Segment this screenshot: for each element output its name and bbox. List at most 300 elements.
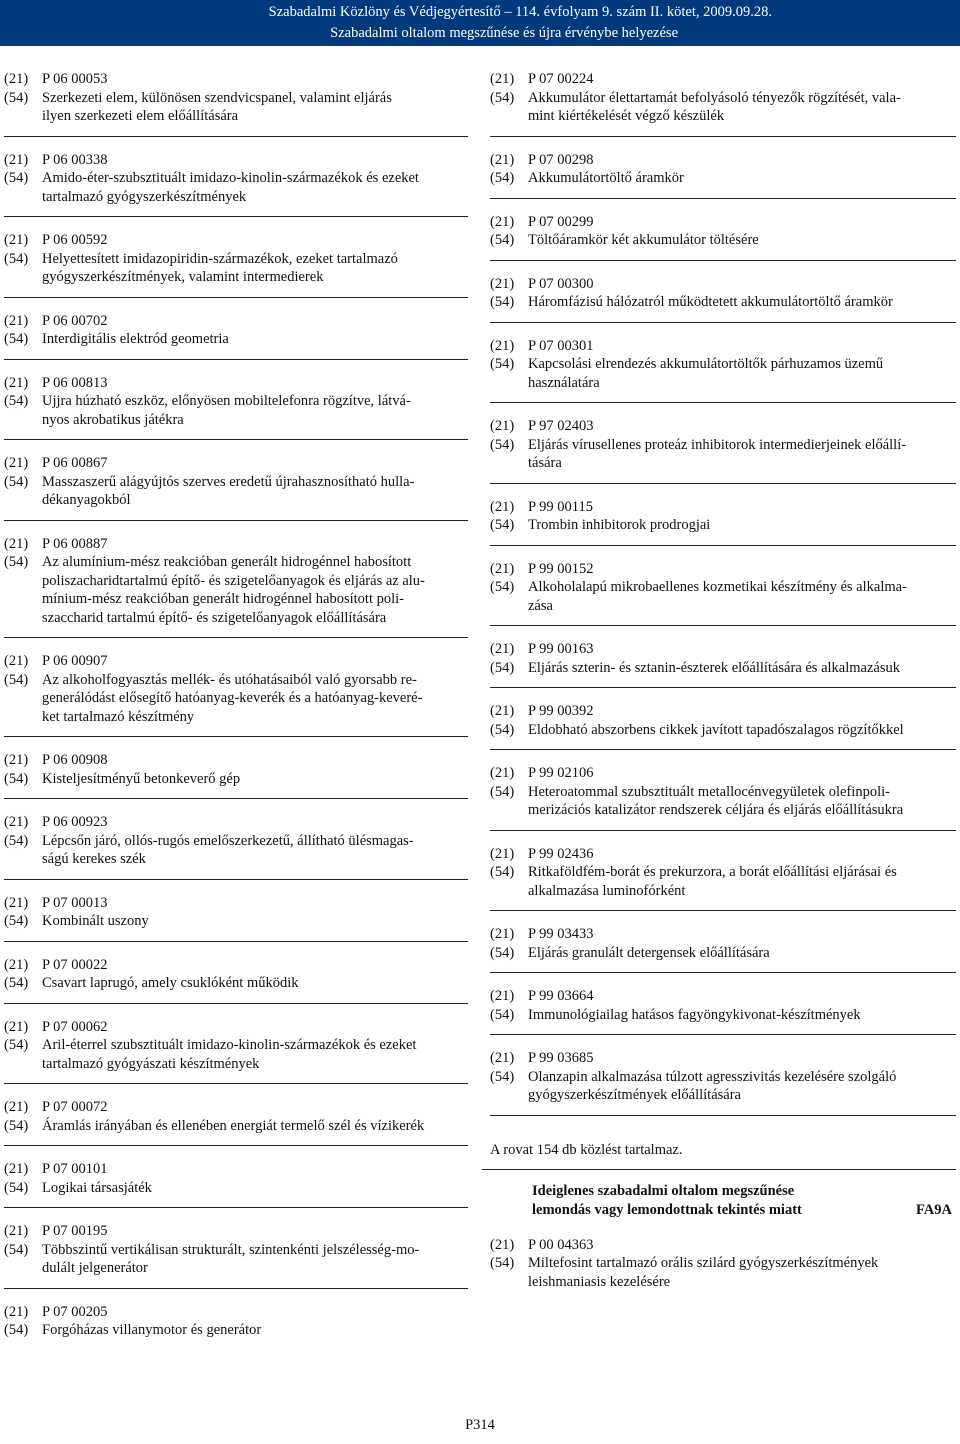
application-number: P 97 02403	[528, 418, 594, 434]
patent-entry	[4, 652, 468, 726]
entry-title-line	[4, 89, 468, 108]
application-number: P 07 00298	[528, 151, 594, 168]
patent-entry	[4, 1222, 468, 1278]
entry-id-line	[490, 337, 956, 356]
inid-code-21: (21)	[490, 988, 515, 1004]
entry-title-line	[490, 89, 956, 108]
inid-code-54: (54)	[4, 89, 29, 106]
inid-code-21: (21)	[4, 232, 29, 248]
invention-title: Háromfázisú hálózatról működtetett akkumulátortöltő áramkör	[528, 294, 893, 310]
entry-title-line	[4, 268, 468, 287]
invention-title: Kisteljesítményű betonkeverő gép	[42, 770, 241, 787]
invention-title: leishmaniasis kezelésére	[528, 1273, 671, 1290]
inid-code-54: (54)	[4, 554, 29, 570]
indent	[490, 107, 528, 126]
inid-code-21: (21)	[4, 374, 29, 391]
entry-id-line	[490, 498, 956, 517]
patent-entry	[4, 231, 468, 287]
entry-id-line	[490, 987, 956, 1006]
indent	[490, 597, 528, 616]
divider	[4, 216, 468, 217]
invention-title: Akkumulátor élettartamát befolyásoló tényezők rögzítését, vala-	[528, 89, 901, 106]
invention-title: merizációs katalizátor rendszerek céljára és eljárás előállításukra	[528, 802, 904, 818]
inid-code-54: (54)	[4, 331, 29, 347]
entry-title-line	[490, 659, 956, 678]
patent-entry	[490, 151, 956, 188]
entry-title-line	[490, 107, 956, 126]
subsection-title-line1: Ideiglenes szabadalmi oltalom megszűnése	[532, 1182, 795, 1199]
patent-entry	[4, 956, 468, 993]
entry-id-line	[490, 70, 956, 89]
inid-code-21: (21)	[490, 151, 515, 168]
entry-title-line	[4, 590, 468, 609]
divider	[4, 736, 468, 737]
entry-title-line	[4, 250, 468, 269]
invention-title: Eldobható abszorbens cikkek javított tapadószalagos rögzítőkkel	[528, 721, 904, 738]
invention-title: generálódást elősegítő hatóanyag-keverék és a hatóanyag-keveré-	[42, 690, 423, 706]
divider	[4, 297, 468, 298]
patent-entry	[4, 70, 468, 126]
divider	[4, 637, 468, 638]
patent-entry	[4, 535, 468, 628]
inid-code-54: (54)	[490, 944, 515, 961]
entry-title-line	[490, 516, 956, 535]
entry-title-line	[4, 473, 468, 492]
patent-entry	[490, 337, 956, 393]
indent	[490, 1273, 528, 1292]
inid-code-21: (21)	[4, 653, 29, 669]
patent-entry	[4, 1098, 468, 1135]
invention-title: dékanyagokból	[42, 492, 131, 508]
application-number: P 07 00022	[42, 956, 108, 973]
inid-code-54: (54)	[490, 1006, 515, 1023]
divider	[490, 545, 956, 546]
divider	[4, 359, 468, 360]
divider	[4, 798, 468, 799]
entry-title-line	[4, 689, 468, 708]
patent-entry	[490, 845, 956, 901]
inid-code-21: (21)	[4, 956, 29, 973]
right-column	[490, 70, 956, 1291]
patent-entry	[4, 454, 468, 510]
entry-title-line	[4, 1055, 468, 1074]
inid-code-54: (54)	[4, 250, 29, 267]
invention-title: Olanzapin alkalmazása túlzott agresszivitás kezelésére szolgáló	[528, 1068, 897, 1085]
invention-title: zása	[528, 597, 553, 614]
entry-id-line	[4, 894, 468, 913]
indent	[4, 1259, 42, 1278]
inid-code-54: (54)	[4, 393, 29, 409]
patent-entry	[4, 151, 468, 207]
indent	[4, 572, 42, 591]
inid-code-54: (54)	[4, 832, 29, 849]
invention-title: Töltőáramkör két akkumulátor töltésére	[528, 232, 759, 248]
inid-code-54: (54)	[490, 579, 515, 595]
entry-title-line	[490, 1086, 956, 1105]
divider	[490, 972, 956, 973]
entry-title-line	[4, 1179, 468, 1198]
invention-title: gyógyszerkészítmények előállítására	[528, 1087, 741, 1103]
divider	[490, 1115, 956, 1116]
patent-entry	[490, 925, 956, 962]
entry-title-line	[490, 454, 956, 473]
application-number: P 06 00592	[42, 232, 108, 248]
inid-code-21: (21)	[490, 337, 515, 354]
divider	[4, 941, 468, 942]
invention-title: Aril-éterrel szubsztituált imidazo-kinolin-származékok és ezeket	[42, 1037, 417, 1053]
entry-id-line	[4, 813, 468, 832]
invention-title: szaccharid tartalmú építő- és szigetelőanyagok előállítására	[42, 609, 387, 626]
left-column	[4, 70, 468, 1340]
inid-code-54: (54)	[4, 671, 29, 688]
invention-title: Alkoholalapú mikrobaellenes kozmetikai készítmény és alkalma-	[528, 579, 907, 595]
entry-title-line	[4, 609, 468, 628]
indent	[4, 689, 42, 708]
application-number: P 99 03433	[528, 926, 594, 942]
entry-id-line	[490, 764, 956, 783]
inid-code-54: (54)	[4, 975, 29, 991]
application-number: P 00 04363	[528, 1236, 594, 1253]
application-number: P 07 00224	[528, 71, 594, 87]
inid-code-21: (21)	[4, 1223, 29, 1239]
inid-code-21: (21)	[4, 814, 29, 830]
indent	[4, 411, 42, 430]
invention-title: Masszaszerű alágyújtós szerves eredetű újrahasznosítható hulla-	[42, 473, 415, 490]
entry-title-line	[4, 572, 468, 591]
application-number: P 99 03685	[528, 1050, 594, 1066]
entry-title-line	[4, 330, 468, 349]
entry-id-line	[4, 1018, 468, 1037]
subsection-heading	[532, 1182, 956, 1220]
application-number: P 06 00338	[42, 151, 108, 168]
indent	[4, 188, 42, 207]
application-number: P 07 00101	[42, 1161, 108, 1177]
inid-code-21: (21)	[490, 498, 515, 515]
divider	[4, 1003, 468, 1004]
divider	[490, 260, 956, 261]
patent-entry	[4, 1160, 468, 1197]
entry-title-line	[490, 882, 956, 901]
invention-title: Eljárás granulált detergensek előállítására	[528, 944, 770, 961]
count-note: A rovat 154 db közlést tartalmaz.	[490, 1141, 683, 1158]
inid-code-21: (21)	[490, 71, 515, 87]
indent	[4, 708, 42, 727]
invention-title: Kapcsolási elrendezés akkumulátortöltők párhuzamos üzemű	[528, 356, 884, 372]
application-number: P 07 00062	[42, 1018, 108, 1035]
application-number: P 99 00163	[528, 641, 594, 657]
application-number: P 06 00813	[42, 374, 108, 391]
inid-code-21: (21)	[490, 1236, 515, 1253]
entry-title-line	[490, 1254, 956, 1273]
entry-title-line	[4, 832, 468, 851]
entry-title-line	[4, 912, 468, 931]
application-number: P 07 00299	[528, 213, 594, 230]
invention-title: Kombinált uszony	[42, 913, 149, 929]
invention-title: Szerkezeti elem, különösen szendvicspanel, valamint eljárás	[42, 89, 392, 106]
invention-title: mint kiértékelését végző készülék	[528, 108, 725, 124]
patent-entry	[4, 1303, 468, 1340]
inid-code-21: (21)	[490, 926, 515, 942]
inid-code-21: (21)	[4, 1018, 29, 1035]
application-number: P 06 00867	[42, 455, 108, 471]
patent-entry	[490, 498, 956, 535]
entry-title-line	[4, 1259, 468, 1278]
patent-entry	[490, 764, 956, 820]
inid-code-54: (54)	[490, 783, 515, 800]
application-number: P 06 00702	[42, 312, 108, 329]
invention-title: Ujjra húzható eszköz, előnyösen mobiltelefonra rögzítve, látvá-	[42, 393, 411, 409]
divider	[490, 136, 956, 137]
divider	[4, 1288, 468, 1289]
inid-code-54: (54)	[490, 659, 515, 676]
entry-title-line	[4, 491, 468, 510]
patent-entry	[490, 275, 956, 312]
inid-code-54: (54)	[4, 473, 29, 490]
subsection-code: FA9A	[916, 1201, 952, 1218]
inid-code-21: (21)	[4, 1303, 29, 1320]
entry-title-line	[4, 850, 468, 869]
inid-code-21: (21)	[490, 703, 515, 719]
invention-title: Csavart laprugó, amely csuklóként működik	[42, 975, 299, 991]
inid-code-21: (21)	[4, 312, 29, 329]
entry-title-line	[490, 944, 956, 963]
entry-id-line	[4, 1222, 468, 1241]
patent-entry	[4, 374, 468, 430]
inid-code-54: (54)	[490, 294, 515, 310]
inid-code-54: (54)	[490, 232, 515, 248]
entry-title-line	[4, 1241, 468, 1260]
entry-title-line	[4, 1321, 468, 1340]
invention-title: Heteroatommal szubsztituált metallocénvegyületek olefinpoli-	[528, 783, 890, 800]
entry-id-line	[490, 151, 956, 170]
indent	[4, 491, 42, 510]
invention-title: gyógyszerkészítmények, valamint intermedierek	[42, 269, 324, 285]
application-number: P 06 00053	[42, 71, 108, 87]
indent	[490, 801, 528, 820]
entry-title-line	[490, 863, 956, 882]
indent	[490, 882, 528, 901]
inid-code-54: (54)	[4, 1179, 29, 1196]
divider	[4, 1145, 468, 1146]
entry-title-line	[490, 1068, 956, 1087]
inid-code-21: (21)	[490, 275, 515, 292]
inid-code-54: (54)	[4, 1241, 29, 1258]
divider	[4, 520, 468, 521]
patent-entry	[490, 640, 956, 677]
application-number: P 06 00907	[42, 653, 108, 669]
invention-title: ket tartalmazó készítmény	[42, 708, 195, 725]
invention-title: Immunológiailag hatásos fagyöngykivonat-készítmények	[528, 1006, 861, 1023]
patent-entry	[4, 813, 468, 869]
invention-title: tartalmazó gyógyszerkészítmények	[42, 188, 247, 205]
entry-title-line	[490, 374, 956, 393]
page-number: P314	[465, 1417, 495, 1433]
entry-id-line	[490, 702, 956, 721]
patent-entry	[4, 751, 468, 788]
application-number: P 07 00205	[42, 1303, 108, 1320]
inid-code-21: (21)	[4, 151, 29, 168]
entry-id-line	[490, 640, 956, 659]
application-number: P 06 00887	[42, 535, 108, 552]
invention-title: tartalmazó gyógyászati készítmények	[42, 1055, 260, 1072]
entry-title-line	[4, 708, 468, 727]
inid-code-21: (21)	[4, 1161, 29, 1177]
inid-code-21: (21)	[490, 213, 515, 230]
entry-title-line	[4, 1117, 468, 1136]
divider	[490, 830, 956, 831]
patent-entry	[490, 1049, 956, 1105]
divider	[4, 1083, 468, 1084]
invention-title: Miltefosint tartalmazó orális szilárd gyógyszerkészítmények	[528, 1255, 879, 1271]
indent	[490, 374, 528, 393]
entry-title-line	[490, 169, 956, 188]
entry-title-line	[4, 974, 468, 993]
entry-id-line	[4, 374, 468, 393]
application-number: P 99 03664	[528, 988, 594, 1004]
entry-title-line	[490, 1273, 956, 1292]
entry-title-line	[4, 411, 468, 430]
inid-code-21: (21)	[490, 418, 515, 434]
entry-id-line	[4, 312, 468, 331]
application-number: P 99 00392	[528, 703, 594, 719]
application-number: P 06 00923	[42, 814, 108, 830]
inid-code-21: (21)	[4, 71, 29, 87]
inid-code-21: (21)	[490, 560, 515, 577]
patent-entry	[490, 702, 956, 739]
entry-title-line	[4, 107, 468, 126]
application-number: P 99 00115	[528, 498, 593, 515]
entry-title-line	[490, 578, 956, 597]
entry-title-line	[4, 671, 468, 690]
page-header	[0, 0, 960, 46]
entry-title-line	[4, 169, 468, 188]
divider	[490, 322, 956, 323]
invention-title: poliszacharidtartalmú építő- és szigetelőanyagok és eljárás az alu-	[42, 572, 425, 589]
entry-title-line	[490, 597, 956, 616]
inid-code-21: (21)	[490, 1050, 515, 1066]
inid-code-54: (54)	[490, 170, 515, 186]
patent-entry	[490, 417, 956, 473]
indent	[4, 850, 42, 869]
inid-code-21: (21)	[4, 752, 29, 768]
inid-code-21: (21)	[490, 641, 515, 657]
divider	[490, 483, 956, 484]
entry-id-line	[490, 213, 956, 232]
patent-entry	[490, 70, 956, 126]
entry-id-line	[490, 1236, 956, 1255]
application-number: P 07 00072	[42, 1099, 108, 1115]
indent	[4, 107, 42, 126]
invention-title: Ritkaföldfém-borát és prekurzora, a borát előállítási eljárásai és	[528, 864, 897, 880]
entry-id-line	[4, 956, 468, 975]
divider	[4, 1207, 468, 1208]
inid-code-54: (54)	[490, 721, 515, 738]
entry-id-line	[490, 560, 956, 579]
invention-title: Helyettesített imidazopiridin-származékok, ezeket tartalmazó	[42, 250, 398, 267]
inid-code-54: (54)	[4, 1037, 29, 1053]
invention-title: Eljárás szterin- és sztanin-észterek előállítására és alkalmazásuk	[528, 659, 900, 676]
right-entries	[490, 70, 956, 1105]
indent	[4, 1055, 42, 1074]
entry-id-line	[490, 1049, 956, 1068]
entry-title-line	[4, 770, 468, 789]
entry-id-line	[490, 417, 956, 436]
application-number: P 06 00908	[42, 752, 108, 768]
journal-title: Szabadalmi Közlöny és Védjegyértesítő – 114. évfolyam 9. szám II. kötet, 2009.09.28.	[268, 4, 772, 20]
invention-title: Többszintű vertikálisan strukturált, szintenkénti jelszélesség-mo-	[42, 1241, 420, 1258]
divider	[490, 687, 956, 688]
divider	[490, 1034, 956, 1035]
invention-title: mínium-mész reakcióban generált hidrogénnel habosított poli-	[42, 591, 404, 607]
invention-title: tására	[528, 455, 562, 471]
inid-code-21: (21)	[4, 455, 29, 471]
entry-id-line	[4, 454, 468, 473]
invention-title: Lépcsőn járó, ollós-rugós emelőszerkezetű, állítható ülésmagas-	[42, 832, 414, 849]
inid-code-54: (54)	[490, 89, 515, 106]
inid-code-21: (21)	[4, 894, 29, 911]
invention-title: dulált jelgenerátor	[42, 1260, 148, 1276]
indent	[4, 268, 42, 287]
entry-title-line	[490, 231, 956, 250]
inid-code-54: (54)	[490, 1255, 515, 1271]
invention-title: nyos akrobatikus játékra	[42, 411, 184, 428]
entry-id-line	[490, 925, 956, 944]
indent	[490, 454, 528, 473]
entry-id-line	[4, 1098, 468, 1117]
entry-id-line	[4, 70, 468, 89]
invention-title: Eljárás vírusellenes proteáz inhibitorok intermedierjeinek előállí-	[528, 436, 907, 453]
invention-title: alkalmazása luminofórként	[528, 882, 686, 899]
divider	[490, 625, 956, 626]
application-number: P 99 00152	[528, 560, 594, 577]
application-number: P 99 02106	[528, 765, 594, 781]
entry-id-line	[4, 751, 468, 770]
entry-title-line	[490, 436, 956, 455]
entry-id-line	[4, 231, 468, 250]
section-divider	[482, 1169, 956, 1170]
entry-id-line	[490, 845, 956, 864]
invention-title: Áramlás irányában és ellenében energiát termelő szél és vízikerék	[42, 1117, 425, 1134]
invention-title: Az alkoholfogyasztás mellék- és utóhatásaiból való gyorsabb re-	[42, 671, 417, 688]
invention-title: ságú kerekes szék	[42, 851, 146, 867]
divider	[4, 136, 468, 137]
entry-title-line	[490, 355, 956, 374]
inid-code-54: (54)	[4, 1117, 29, 1134]
patent-entry	[4, 1018, 468, 1074]
inid-code-54: (54)	[490, 436, 515, 453]
divider	[490, 749, 956, 750]
application-number: P 07 00195	[42, 1223, 108, 1239]
patent-entry	[4, 894, 468, 931]
entry-title-line	[4, 392, 468, 411]
application-number: P 07 00300	[528, 275, 594, 292]
invention-title: használatára	[528, 374, 600, 391]
application-number: P 99 02436	[528, 845, 594, 862]
inid-code-54: (54)	[4, 913, 29, 929]
invention-title: Amido-éter-szubsztituált imidazo-kinolin-származékok és ezeket	[42, 170, 419, 186]
divider	[490, 910, 956, 911]
inid-code-54: (54)	[490, 517, 515, 533]
invention-title: Az alumínium-mész reakcióban generált hidrogénnel habosított	[42, 554, 412, 570]
entry-title-line	[490, 293, 956, 312]
invention-title: Akkumulátortöltő áramkör	[528, 170, 684, 186]
inid-code-21: (21)	[490, 845, 515, 862]
entry-title-line	[490, 783, 956, 802]
section-heading: Szabadalmi oltalom megszűnése és újra érvénybe helyezése	[330, 25, 678, 41]
invention-title: Interdigitális elektród geometria	[42, 331, 229, 347]
invention-title: Trombin inhibitorok prodrogjai	[528, 517, 711, 533]
entry-title-line	[490, 1006, 956, 1025]
